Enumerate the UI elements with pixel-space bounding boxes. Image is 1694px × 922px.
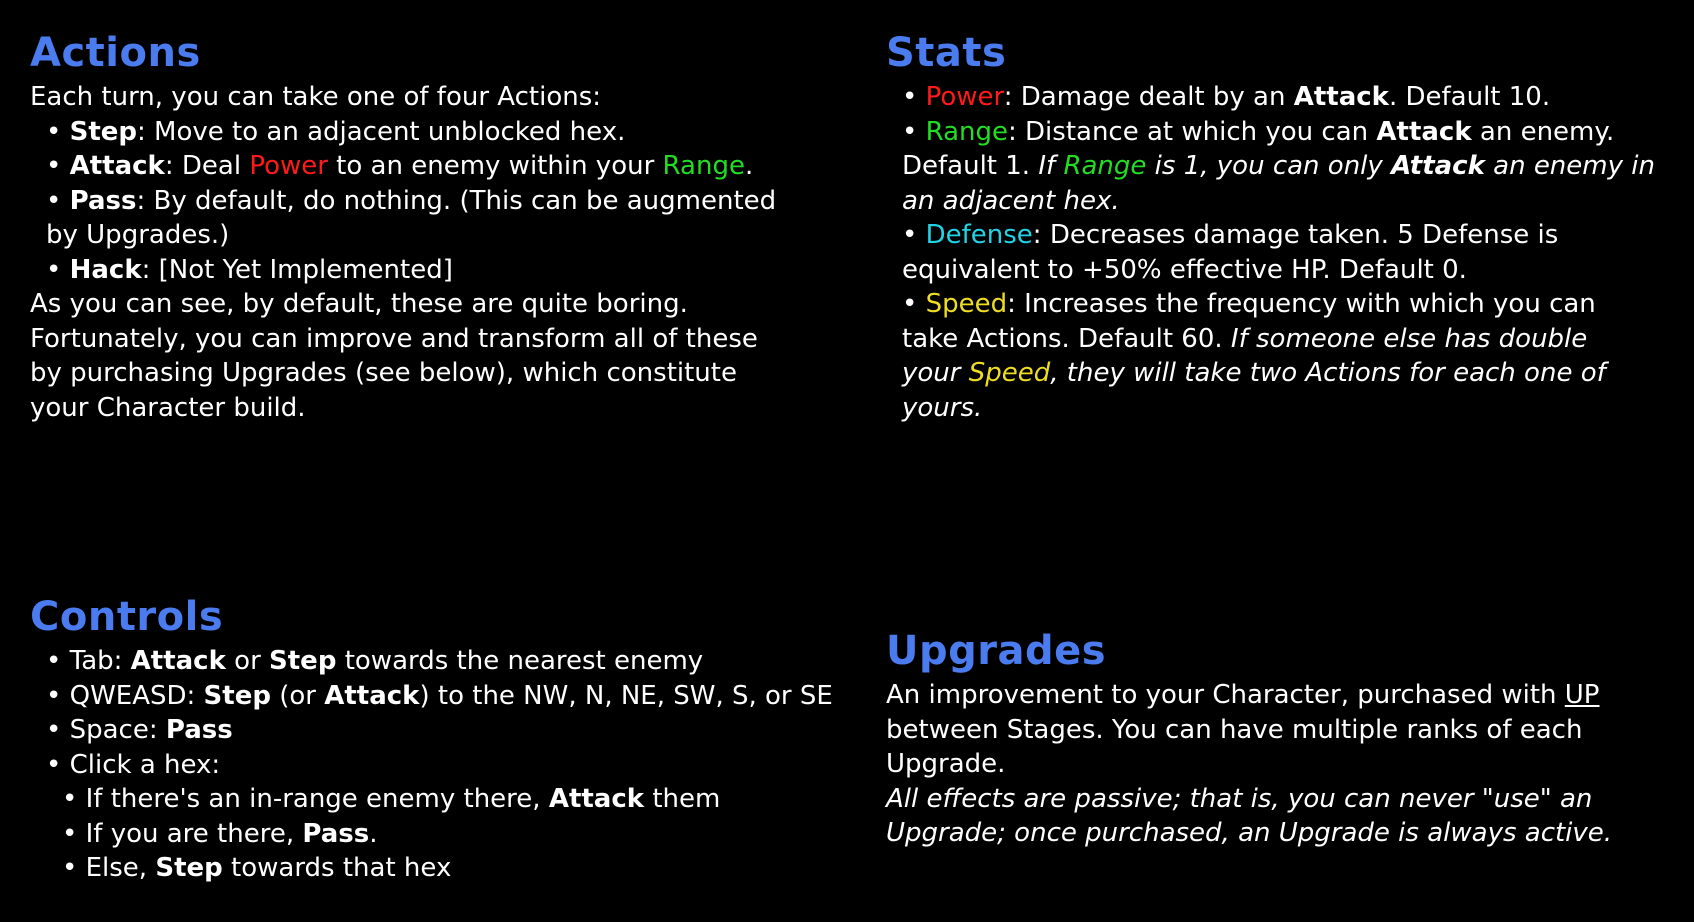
stat-speed-default: take Actions. Default 60. <box>902 323 1231 354</box>
stat-range-default: Default 1. <box>902 151 1039 181</box>
attack-keyword: Attack <box>1293 82 1389 112</box>
upgrades-note-line: All effects are passive; that is, you can never "use" an <box>886 783 1593 814</box>
upgrades-text: An improvement to your Character, purchased with <box>886 680 1565 710</box>
action-pass-desc-cont: by Upgrades.) <box>46 220 230 250</box>
control-text: ) to the NW, N, NE, SW, S, or SE <box>419 680 833 711</box>
controls-heading: Controls <box>30 594 224 640</box>
stat-speed-desc: : Increases the frequency with which you can <box>1007 289 1596 319</box>
pass-keyword: Pass <box>165 715 233 745</box>
bullet: • <box>46 116 70 147</box>
bullet: • <box>46 680 70 711</box>
action-attack-desc: to an enemy within your <box>327 151 663 181</box>
control-text: towards that hex <box>222 853 452 883</box>
bullet: • <box>902 220 926 250</box>
control-click-self-item <box>30 817 830 852</box>
stat-defense-name: Defense <box>925 220 1033 250</box>
upgrades-section <box>886 628 1686 851</box>
actions-outro-line: As you can see, by default, these are quite boring. <box>30 289 688 319</box>
stat-speed-item <box>886 287 1686 322</box>
action-step-item <box>30 115 830 150</box>
control-text: Else, <box>85 853 156 883</box>
stat-range-item <box>886 115 1686 150</box>
action-pass-name: Pass <box>69 185 137 216</box>
control-qweasd-item <box>30 679 833 714</box>
action-attack-desc: : Deal <box>164 151 250 181</box>
controls-section <box>30 594 833 886</box>
range-keyword: Range <box>662 151 745 181</box>
action-pass-desc: : By default, do nothing. (This can be augmented <box>136 185 777 216</box>
upgrades-desc-line: between Stages. You can have multiple ranks of each <box>886 714 1583 745</box>
stat-speed-note-end: yours. <box>902 392 983 423</box>
power-keyword: Power <box>249 151 328 181</box>
control-text: (or <box>270 680 325 711</box>
stat-speed-desc-cont <box>886 322 1686 357</box>
up-currency-term: UP <box>1564 680 1600 710</box>
control-key: QWEASD: <box>69 680 204 711</box>
attack-keyword: Attack <box>1376 116 1472 147</box>
stat-range-desc: an enemy. <box>1471 116 1615 147</box>
control-text: them <box>644 784 721 814</box>
action-attack-item <box>30 149 830 184</box>
stat-range-note: an enemy in <box>1484 151 1655 181</box>
control-click-enemy-item <box>30 782 830 817</box>
control-click-else-item <box>30 851 830 886</box>
stat-power-name: Power <box>925 82 1004 112</box>
range-keyword: Range <box>1063 151 1147 181</box>
stat-range-note: If <box>1038 151 1064 181</box>
upgrades-desc-line: Upgrade. <box>886 749 1006 779</box>
stat-defense-item <box>886 218 1686 253</box>
bullet: • <box>902 82 926 112</box>
stats-heading: Stats <box>886 30 1007 76</box>
upgrades-heading: Upgrades <box>886 628 1107 674</box>
action-pass-item <box>30 184 830 219</box>
bullet: • <box>46 715 70 745</box>
action-hack-desc: : [Not Yet Implemented] <box>141 254 453 285</box>
action-hack-name: Hack <box>69 254 142 285</box>
stat-power-item <box>886 80 1686 115</box>
actions-outro-line: Fortunately, you can improve and transform all of these <box>30 323 758 354</box>
actions-heading: Actions <box>30 30 201 76</box>
action-attack-desc: . <box>744 151 754 181</box>
action-step-desc: : Move to an adjacent unblocked hex. <box>137 116 626 147</box>
speed-keyword: Speed <box>968 358 1051 388</box>
action-step-name: Step <box>69 116 138 147</box>
attack-keyword: Attack <box>130 646 226 676</box>
stat-range-name: Range <box>925 116 1009 147</box>
control-text: or <box>225 646 270 676</box>
stat-power-desc: . Default 10. <box>1388 82 1551 112</box>
control-key: Tab: <box>69 646 131 676</box>
actions-intro: Each turn, you can take one of four Actions: <box>30 82 602 112</box>
bullet: • <box>46 254 70 285</box>
stats-section <box>886 30 1686 425</box>
attack-keyword: Attack <box>1391 151 1485 181</box>
stat-speed-note: , they will take two Actions for each one of <box>1050 358 1606 388</box>
actions-outro-line: your Character build. <box>30 392 306 423</box>
control-text: Click a hex: <box>69 749 221 780</box>
step-keyword: Step <box>269 646 337 676</box>
control-text: If there's an in-range enemy there, <box>85 784 549 814</box>
attack-keyword: Attack <box>324 680 420 711</box>
bullet: • <box>62 853 86 883</box>
stat-range-desc-cont <box>886 149 1686 184</box>
bullet: • <box>902 289 926 319</box>
stat-range-note: is 1, you can only <box>1146 151 1392 181</box>
stat-speed-name: Speed <box>925 289 1008 319</box>
action-hack-item <box>30 253 830 288</box>
attack-keyword: Attack <box>548 784 645 814</box>
stat-range-note-cont: an adjacent hex. <box>902 185 1120 216</box>
stat-defense-desc: : Decreases damage taken. 5 Defense is <box>1032 220 1559 250</box>
bullet: • <box>46 185 70 216</box>
upgrades-desc-line <box>886 678 1686 713</box>
bullet: • <box>46 749 70 780</box>
stat-power-desc: : Damage dealt by an <box>1003 82 1294 112</box>
control-text: towards the nearest enemy <box>336 646 704 676</box>
control-space-item <box>30 713 830 748</box>
control-key: Space: <box>69 715 166 745</box>
stat-range-desc: : Distance at which you can <box>1008 116 1377 147</box>
control-click-item <box>30 748 830 783</box>
step-keyword: Step <box>203 680 271 711</box>
stat-speed-note-cont <box>886 356 1686 391</box>
actions-outro-line: by purchasing Upgrades (see below), which constitute <box>30 358 737 388</box>
actions-section <box>30 30 830 425</box>
step-keyword: Step <box>155 853 223 883</box>
stat-speed-note: If someone else has double <box>1230 323 1588 354</box>
bullet: • <box>62 818 86 849</box>
action-attack-name: Attack <box>69 151 165 181</box>
control-tab-item <box>30 644 830 679</box>
control-text: . <box>369 818 378 849</box>
pass-keyword: Pass <box>302 818 370 849</box>
bullet: • <box>46 151 70 181</box>
control-text: If you are there, <box>85 818 303 849</box>
stat-speed-note: your <box>902 358 969 388</box>
upgrades-note-line: Upgrade; once purchased, an Upgrade is always active. <box>886 818 1613 848</box>
bullet: • <box>46 646 70 676</box>
stat-defense-desc-cont: equivalent to +50% effective HP. Default 0. <box>902 254 1467 285</box>
bullet: • <box>62 784 86 814</box>
bullet: • <box>902 116 926 147</box>
